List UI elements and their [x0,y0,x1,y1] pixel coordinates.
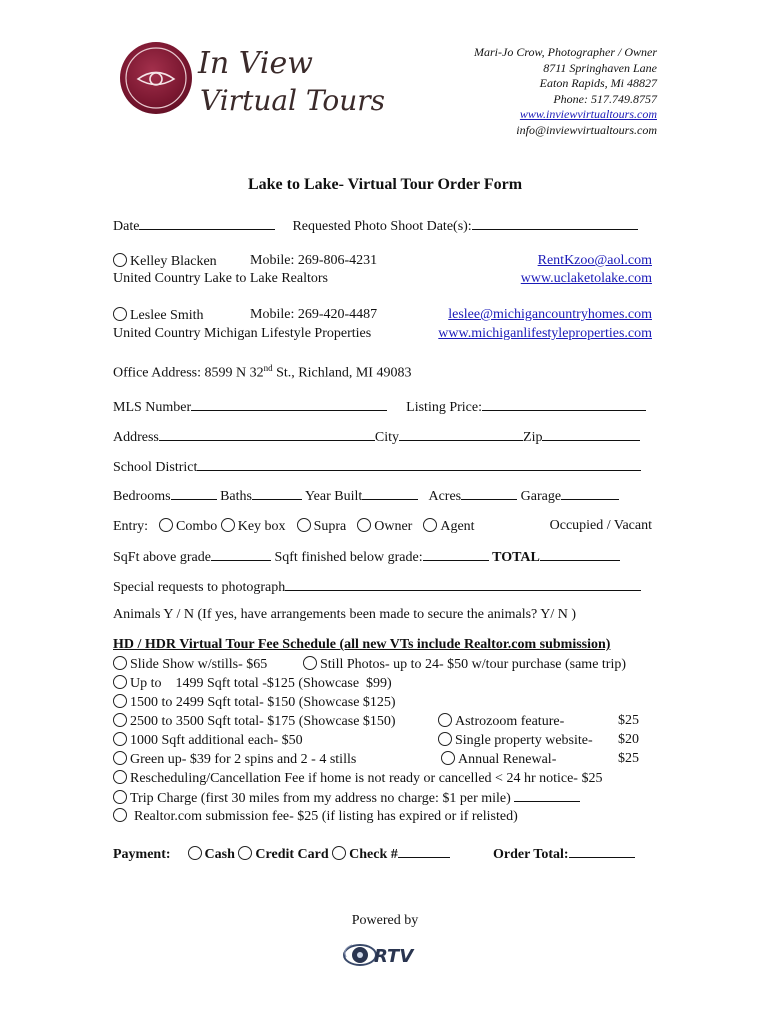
fee-upto1499-radio[interactable] [113,675,127,689]
agent2-row [113,307,204,324]
zip-field[interactable] [542,428,640,441]
agent2-mobile: Mobile: 269-420-4487 [250,307,378,322]
entry-keybox-label: Key box [237,519,286,534]
shoot-date-field[interactable] [472,217,638,230]
agent1-name: Kelley Blacken [130,254,217,269]
entry-label: Entry: [113,519,148,534]
office-address-sup: nd [263,363,273,373]
occupied-vacant-label: Occupied / Vacant [549,518,652,533]
logo-eye-icon [120,42,192,114]
sqft-above-field[interactable] [211,548,271,561]
fee-realtor-label: Realtor.com submission fee- $25 (if listing has expired or if relisted) [134,809,518,824]
garage-field[interactable] [561,487,619,500]
entry-combo-label: Combo [176,519,218,534]
fee-realtor-radio[interactable] [113,808,127,822]
fee-2500-radio[interactable] [113,713,127,727]
fee-trip-radio[interactable] [113,790,127,804]
fee-greenup-label: Green up- $39 for 2 spins and 2 - 4 stills [130,752,357,767]
fee-trip [113,789,580,807]
sqft-below-field[interactable] [423,548,489,561]
address-row [113,428,640,446]
fee-stills-label: Still Photos- up to 24- $50 w/tour purchase (same trip) [320,657,627,672]
fee-1000-radio[interactable] [113,732,127,746]
school-label: School District [113,460,198,475]
contact-email: info@inviewvirtualtours.com [516,122,657,137]
year-built-label: Year Built [304,489,363,504]
fee-trip-label: Trip Charge (first 30 miles from my address no charge: $1 per mile) [130,791,511,806]
fee-resched [113,770,602,787]
acres-label: Acres [428,489,462,504]
office-address-text: Office Address: 8599 N 32 [113,365,264,381]
agent2-name: Leslee Smith [130,308,204,323]
date-field[interactable] [139,217,275,230]
special-row [113,578,641,596]
fee-1000 [113,732,303,749]
fee-greenup-radio[interactable] [113,751,127,765]
fee-1500-radio[interactable] [113,694,127,708]
agent2-radio[interactable] [113,307,127,321]
agent1-company: United Country Lake to Lake Realtors [113,271,328,286]
garage-label: Garage [520,489,562,504]
city-label: City [374,430,400,445]
payment-cash-label: Cash [204,847,235,862]
fee-upto1499-label: Up to 1499 Sqft total -$125 (Showcase $99) [130,676,392,691]
listing-price-label: Listing Price: [406,400,482,415]
fee-1000-label: 1000 Sqft additional each- $50 [130,733,303,748]
mls-field[interactable] [191,398,387,411]
animals-question: Animals Y / N (If yes, have arrangements been made to secure the animals? Y/ N ) [113,607,576,622]
payment-row [113,845,450,863]
fee-astrozoom-radio[interactable] [438,713,452,727]
year-built-field[interactable] [362,487,418,500]
fee-upto1499 [113,675,392,692]
payment-label: Payment: [113,847,171,862]
fee-slideshow-radio[interactable] [113,656,127,670]
order-total-field[interactable] [569,845,635,858]
total-field[interactable] [540,548,620,561]
entry-agent-radio[interactable] [423,518,437,532]
shoot-date-label: Requested Photo Shoot Date(s): [292,219,472,234]
fee-1500-label: 1500 to 2499 Sqft total- $150 (Showcase $125) [130,695,396,710]
fee-2500-label: 2500 to 3500 Sqft total- $175 (Showcase $150) [130,714,396,729]
date-row [113,217,638,235]
acres-field[interactable] [461,487,517,500]
office-address-rest: St., Richland, MI 49083 [272,365,412,381]
address-field[interactable] [159,428,375,441]
listing-price-field[interactable] [482,398,646,411]
contact-name: Mari-Jo Crow, Photographer / Owner [474,45,657,59]
fee-single-site-radio[interactable] [438,732,452,746]
rtv-logo-text: RTV [374,946,414,967]
sqft-row [113,548,620,566]
fee-single-site [438,732,593,749]
agent2-email-link[interactable]: leslee@michigancountryhomes.com [448,307,652,322]
bedrooms-field[interactable] [171,487,217,500]
agent1-mobile: Mobile: 269-806-4231 [250,253,378,268]
rooms-row [113,487,619,505]
agent2-web-link[interactable]: www.michiganlifestyleproperties.com [438,326,652,341]
order-total-row [493,845,635,863]
entry-agent-label: Agent [440,519,475,534]
office-address [113,363,411,382]
fee-single-site-label: Single property website- [455,733,593,748]
entry-owner-label: Owner [374,519,413,534]
mls-row [113,398,646,416]
fee-annual [441,751,556,768]
entry-supra-radio[interactable] [297,518,311,532]
agent1-web-link[interactable]: www.uclaketolake.com [520,271,652,286]
fee-annual-price: $25 [618,751,639,766]
special-label: Special requests to photograph [113,580,286,595]
contact-city: Eaton Rapids, Mi 48827 [539,76,657,90]
payment-check-label: Check # [349,847,398,862]
fee-trip-field[interactable] [514,789,580,802]
contact-website-link[interactable]: www.inviewvirtualtours.com [519,107,657,121]
fee-slideshow-label: Slide Show w/stills- $65 [130,657,268,672]
total-label: TOTAL [492,550,540,565]
fee-stills-radio[interactable] [303,656,317,670]
special-field[interactable] [285,578,641,591]
school-field[interactable] [197,458,641,471]
logo-text-line2: Virtual Tours [200,84,386,117]
fee-resched-label: Rescheduling/Cancellation Fee if home is not ready or cancelled < 24 hr notice- $25 [130,771,603,786]
sqft-above-label: SqFt above grade [113,550,211,565]
fee-annual-radio[interactable] [441,751,455,765]
contact-block [474,45,657,138]
fee-annual-label: Annual Renewal- [458,752,557,767]
fee-astrozoom-price: $25 [618,713,639,728]
payment-cash-radio[interactable] [188,846,202,860]
address-label: Address [113,430,159,445]
contact-phone: Phone: 517.749.8757 [553,91,657,106]
baths-label: Baths [220,489,252,504]
logo-text-line1: In View [198,46,313,81]
payment-credit-radio[interactable] [238,846,252,860]
baths-field[interactable] [252,487,302,500]
zip-label: Zip [523,430,543,445]
payment-credit-label: Credit Card [255,847,329,862]
fee-1500 [113,694,396,711]
fee-slideshow [113,656,267,673]
payment-check-radio[interactable] [332,846,346,860]
check-number-field[interactable] [398,845,450,858]
page-title: Lake to Lake- Virtual Tour Order Form [247,176,523,193]
order-total-label: Order Total: [493,847,569,862]
fee-realtor [113,808,518,825]
fee-astrozoom-label: Astrozoom feature- [455,714,565,729]
fee-stills [303,656,626,673]
agent1-email-link[interactable]: RentKzoo@aol.com [537,253,652,268]
entry-keybox-radio[interactable] [221,518,235,532]
agent1-row [113,253,217,270]
contact-street: 8711 Springhaven Lane [543,60,657,75]
mls-label: MLS Number [113,400,192,415]
agent1-radio[interactable] [113,253,127,267]
sqft-below-label: Sqft finished below grade: [274,550,423,565]
entry-row [113,518,475,535]
bedrooms-label: Bedrooms [113,489,171,504]
fee-resched-radio[interactable] [113,770,127,784]
powered-by-text: Powered by [351,913,419,928]
fee-2500 [113,713,396,730]
entry-combo-radio[interactable] [159,518,173,532]
date-label: Date [113,219,140,234]
agent2-company: United Country Michigan Lifestyle Properties [113,326,372,341]
fee-greenup [113,751,356,768]
fee-single-site-price: $20 [618,732,639,747]
city-field[interactable] [399,428,523,441]
entry-owner-radio[interactable] [357,518,371,532]
fee-schedule-heading: HD / HDR Virtual Tour Fee Schedule (all new VTs include Realtor.com submission) [113,637,611,652]
school-row [113,458,641,476]
entry-supra-label: Supra [313,519,347,534]
rtv-logo [340,935,440,975]
fee-astrozoom [438,713,564,730]
